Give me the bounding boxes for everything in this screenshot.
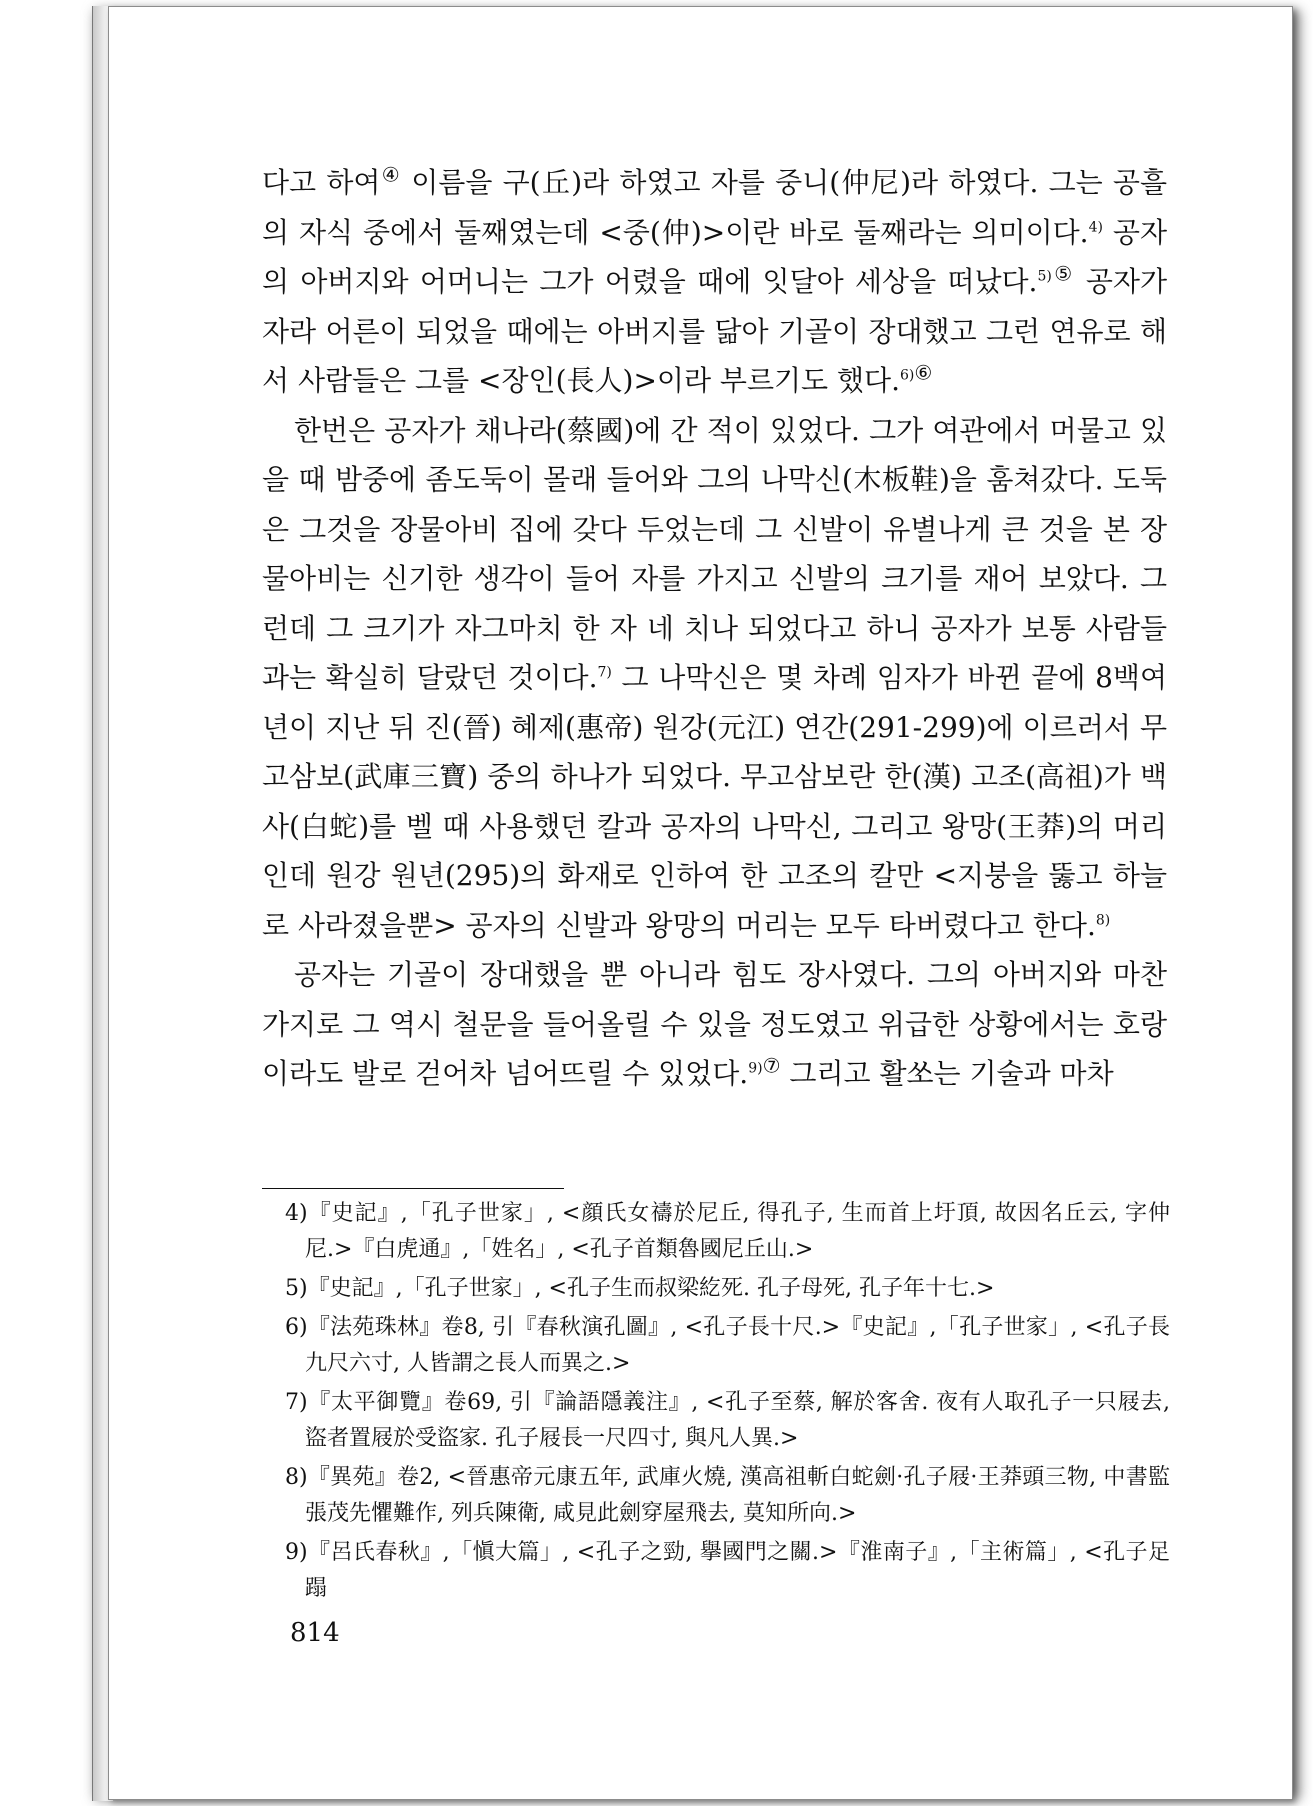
footnote-ref: 8) [1095,912,1111,929]
footnote-ref: 7) [597,664,612,681]
footnote-7: 7)『太平御覽』卷69, 引『論語隱義注』, <孔子至蔡, 解於客舍. 夜有人取孔子一只屐去, 盜者置屐於受盜家. 孔子屐長一尺四寸, 與凡人異.> [285,1390,1170,1451]
circled-note-marker: ⑥ [914,360,933,385]
body-text [262,158,1167,1099]
text-run: 그리고 활쏘는 기술과 마차 [780,1057,1114,1090]
text-run: 다고 하여 [262,166,381,199]
text-run: 이름을 구(丘)라 하였고 자를 중니(仲尼)라 하였다. 그는 공흘의 자식 중에서 둘째였는데 <중(仲)>이란 바로 둘째라는 의미이다. [262,166,1168,249]
paragraph-3 [262,950,1167,1099]
footnote-ref: 4) [1088,219,1103,236]
text-run: 공자의 아버지와 어머니는 그가 어렸을 때에 잇달아 세상을 떠났다. [262,215,1167,298]
page-number: 814 [290,1618,340,1648]
paragraph-2 [262,406,1167,951]
footnote-ref: 5) [1037,268,1052,285]
footnote-8: 8)『異苑』卷2, <晉惠帝元康五年, 武庫火燒, 漢高祖斬白蛇劍·孔子屐·王莽頭三物, 中書監張茂先懼難作, 列兵陳衛, 咸見此劍穿屋飛去, 莫知所向.> [285,1465,1170,1526]
footnotes [285,1196,1170,1610]
text-run: 그 나막신은 몇 차례 임자가 바뀐 끝에 8백여 년이 지난 뒤 진(晉) 혜제(惠帝) 원강(元江) 연간(291-299)에 이르러서 무고삼보(武庫三寶) 중의 하나가 되었다. 무고삼보란 한(漢) 고조(高祖)가 백사(白蛇)를 벨 때 사용했던 칼과 공자의 나막신, 그리고 왕망(王莽)의 머리인데 원강 원년(295)의 화재로 인하여 한 고조의 칼만 <지붕을 뚫고 하늘로 사라졌을뿐> 공자의 신발과 왕망의 머리는 모두 타버렸다고 한다. [262,661,1167,942]
footnote-ref: 9) [748,1060,763,1077]
text-run: 공자가 자라 어른이 되었을 때에는 아버지를 닮아 기골이 장대했고 그런 연유로 해서 사람들은 그를 <장인(長人)>이라 부르기도 했다. [262,265,1168,397]
footnote-separator [262,1188,564,1189]
footnote-9: 9)『呂氏春秋』,「愼大篇」, <孔子之勁, 擧國門之關.>『淮南子』,「主術篇」, <孔子足蹋 [285,1540,1170,1601]
text-run: 한번은 공자가 채나라(蔡國)에 간 적이 있었다. 그가 여관에서 머물고 있을 때 밤중에 좀도둑이 몰래 들어와 그의 나막신(木板鞋)을 훔쳐갔다. 도둑은 그것을 장물아비 집에 갖다 두었는데 그 신발이 유별나게 큰 것을 본 장물아비는 신기한 생각이 들어 자를 가지고 신발의 크기를 재어 보았다. 그런데 그 크기가 자그마치 한 자 네 치나 되었다고 하니 공자가 보통 사람들과는 확실히 달랐던 것이다. [262,413,1167,694]
paragraph-1 [262,158,1167,406]
circled-note-marker: ⑦ [762,1053,781,1078]
footnote-6: 6)『法苑珠林』卷8, 引『春秋演孔圖』, <孔子長十尺.>『史記』,「孔子世家」, <孔子長九尺六寸, 人皆謂之長人而異之.> [285,1315,1170,1376]
text-run: 공자는 기골이 장대했을 뿐 아니라 힘도 장사였다. 그의 아버지와 마찬가지로 그 역시 철문을 들어올릴 수 있을 정도였고 위급한 상황에서는 호랑이라도 발로 걷어차 넘어뜨릴 수 있었다. [262,958,1167,1090]
footnote-4: 4)『史記』,「孔子世家」, <顔氏女禱於尼丘, 得孔子, 生而首上圩頂, 故因名丘云, 字仲尼.>『白虎通』,「姓名」, <孔子首類魯國尼丘山.> [285,1201,1170,1262]
circled-note-marker: ⑤ [1051,261,1075,286]
circled-note-marker: ④ [380,162,402,187]
footnote-ref: 6) [900,367,915,384]
footnote-5: 5)『史記』,「孔子世家」, <孔子生而叔梁紇死. 孔子母死, 孔子年十七.> [285,1276,995,1301]
